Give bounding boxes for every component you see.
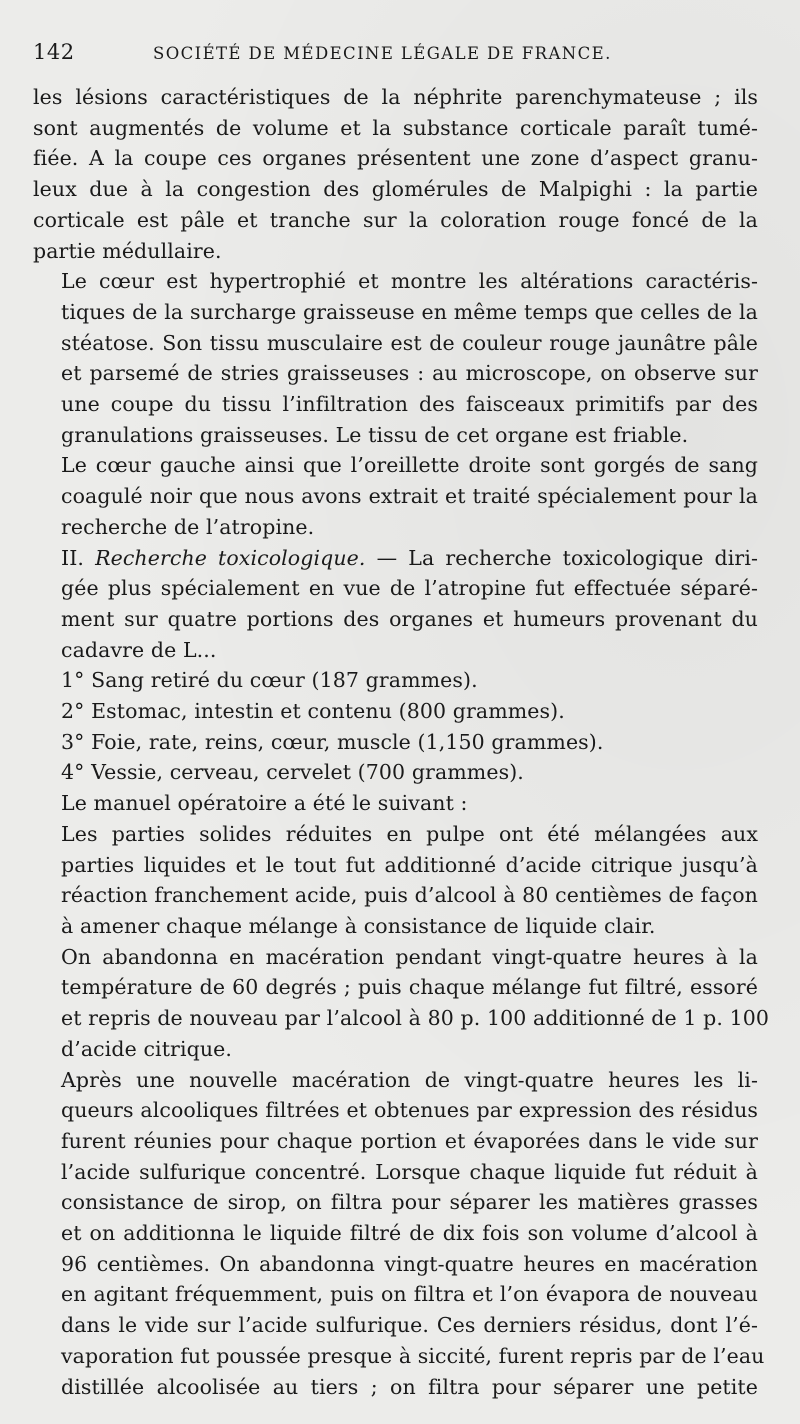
section-first-line [33,543,758,574]
paragraph-group [33,788,770,1402]
text-line: partie médullaire. [33,238,222,263]
page-number: 142 [33,40,75,64]
text-line: sont augmentés de volume et la substance corticale paraît tumé- [33,115,758,140]
text-line: 96 centièmes. On abandonna vingt-quatre heures en macération [61,1251,758,1276]
section-heading-paragraph [33,543,758,666]
text-line: Le cœur est hypertrophié et montre les altérations caractéris- [61,269,758,294]
paragraph [33,1065,765,1403]
text-line: et repris de nouveau par l’alcool à 80 p. 100 additionné de 1 p. 100 [61,1006,770,1031]
text-line: consistance de sirop, on filtra pour séparer les matières grasses [61,1190,758,1215]
text-line: tiques de la surcharge graisseuse en même temps que celles de la [61,299,758,324]
text-line: gée plus spécialement en vue de l’atropine fut effectuée séparé- [61,576,758,601]
text-line: granulations graisseuses. Le tissu de cet organe est friable. [61,422,689,447]
paragraph [33,819,758,942]
text-line: ment sur quatre portions des organes et humeurs provenant du [61,606,758,631]
text-line: température de 60 degrés ; puis chaque mélange fut filtré, essoré [61,975,758,1000]
paragraph [33,942,770,1065]
text-line: Le cœur gauche ainsi que l’oreillette droite sont gorgés de sang [61,453,758,478]
portion-list-item: 1° Sang retiré du cœur (187 grammes). [61,668,478,693]
text-line: distillée alcoolisée au tiers ; on filtra pour séparer une petite [61,1374,758,1399]
text-line: les lésions caractéristiques de la néphrite parenchymateuse ; ils [33,85,758,109]
portion-list-item: 3° Foie, rate, reins, cœur, muscle (1,150 grammes). [61,729,604,754]
text-line: fiée. A la coupe ces organes présentent une zone d’aspect granu- [33,146,758,171]
text-line: Le manuel opératoire a été le suivant : [61,791,468,816]
text-line: en agitant fréquemment, puis on filtra et l’on évapora de nouveau [61,1282,758,1307]
text-line: dans le vide sur l’acide sulfurique. Ces derniers résidus, dont l’é- [61,1313,758,1338]
paragraph-group [33,82,758,543]
text-line: d’acide citrique. [61,1036,232,1061]
text-line: une coupe du tissu l’infiltration des faisceaux primitifs par des [61,392,758,417]
text-line: leux due à la congestion des glomérules de Malpighi : la partie [33,177,758,202]
paragraph [33,82,758,266]
paragraph [33,266,758,450]
text-line: corticale est pâle et tranche sur la coloration rouge foncé de la [33,207,758,232]
text-line: furent réunies pour chaque portion et évaporées dans le vide sur [61,1128,758,1153]
body-text [33,82,770,1402]
text-line: parties liquides et le tout fut additionné d’acide citrique jusqu’à [61,852,758,877]
text-line: réaction franchement acide, puis d’alcool à 80 centièmes de façon [61,883,758,908]
text-line: cadavre de L... [61,637,217,662]
text-line: recherche de l’atropine. [61,514,315,539]
text-line: et on additionna le liquide filtré de dix fois son volume d’alcool à [61,1221,758,1246]
paragraph [33,788,758,819]
section-lines [33,573,758,665]
text-line: l’acide sulfurique concentré. Lorsque chaque liquide fut réduit à [61,1159,758,1184]
text-line: coagulé noir que nous avons extrait et traité spécialement pour la [61,484,758,509]
text-line: à amener chaque mélange à consistance de liquide clair. [61,913,656,938]
running-head-title: SOCIÉTÉ DE MÉDECINE LÉGALE DE FRANCE. [153,44,612,63]
portion-list [33,665,758,788]
text-line: Les parties solides réduites en pulpe ont été mélangées aux [61,821,758,846]
section-first-line-rest: La recherche toxicologique diri- [408,545,758,570]
paragraph [33,450,758,542]
section-numeral: II. [61,545,85,570]
text-line: Après une nouvelle macération de vingt-quatre heures les li- [61,1067,758,1092]
portion-list-item: 4° Vessie, cerveau, cervelet (700 grammes). [61,760,524,785]
section-dash: — [376,545,398,570]
section-rubric: Recherche toxicologique. [95,545,366,570]
text-line: queurs alcooliques filtrées et obtenues par expression des résidus [61,1098,758,1123]
text-line: stéatose. Son tissu musculaire est de couleur rouge jaunâtre pâle [61,330,758,355]
portion-list-item: 2° Estomac, intestin et contenu (800 grammes). [61,699,565,724]
text-line: On abandonna en macération pendant vingt-quatre heures à la [61,944,758,969]
running-head [33,40,758,74]
text-line: vaporation fut poussée presque à siccité, furent repris par de l’eau [61,1343,765,1368]
text-line: et parsemé de stries graisseuses : au microscope, on observe sur [61,361,758,386]
